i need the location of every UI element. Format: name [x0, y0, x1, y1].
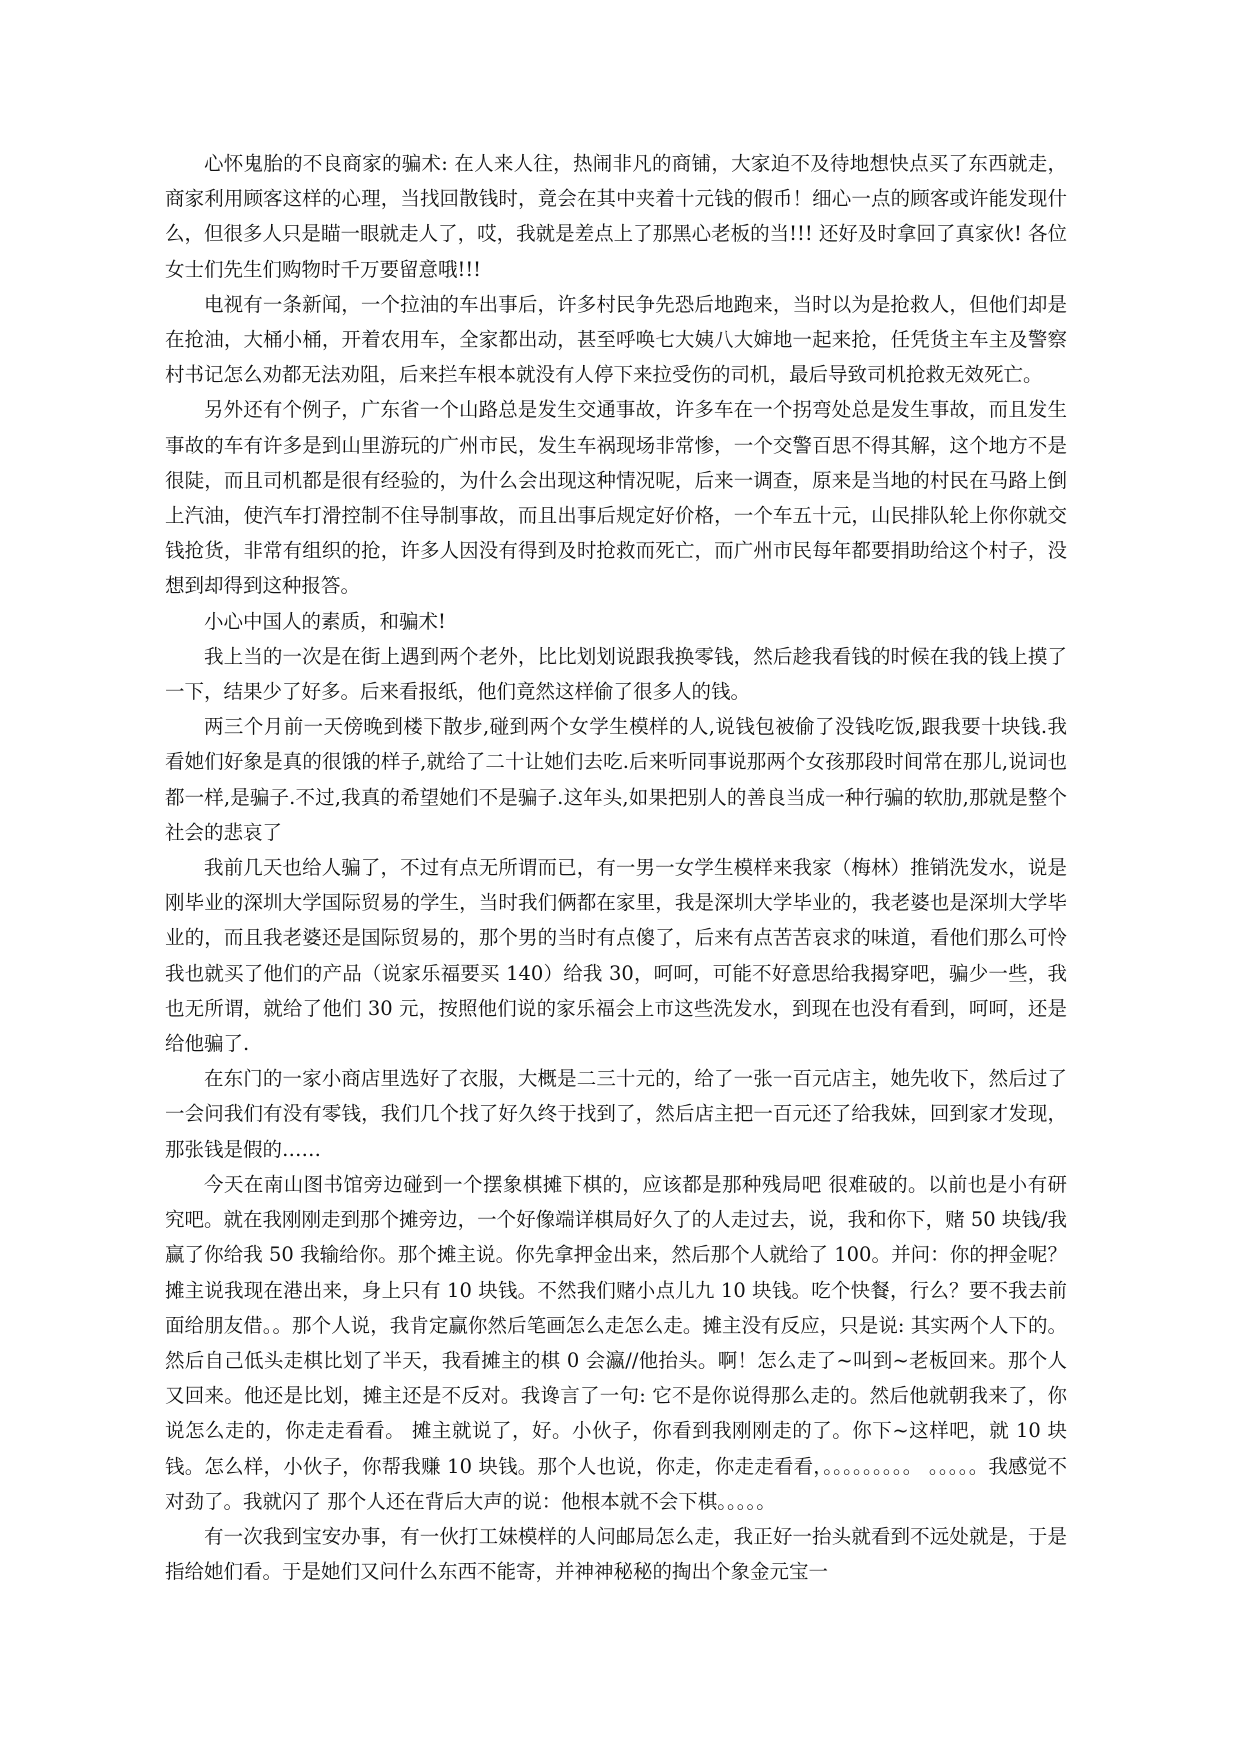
paragraph-oil-truck-news: 电视有一条新闻，一个拉油的车出事后，许多村民争先恐后地跑来，当时以为是抢救人，但他们却是在抢油，大桶小桶，开着农用车，全家都出动，甚至呼唤七大姨八大婶地一起来抢，任凭货主车主及警察村书记怎么劝都无法劝阻，后来拦车根本就没有人停下来拉受伤的司机，最后导致司机抢救无效死亡。 [165, 292, 1067, 387]
paragraph-merchant-fake-money: 心怀鬼胎的不良商家的骗术: 在人来人往，热闹非凡的商铺，大家迫不及待地想快点买了东西就走，商家利用顾客这样的心理，当找回散钱时，竟会在其中夹着十元钱的假币！细心一点的顾客或许能发现什么，但很多人只是瞄一眼就走人了，哎，我就是差点上了那黑心老板的当!!! 还好及时拿回了真家伙! 各位女士们先生们购物时千万要留意哦!!! [165, 152, 1067, 281]
paragraph-students-begging: 两三个月前一天傍晚到楼下散步,碰到两个女学生模样的人,说钱包被偷了没钱吃饭,跟我要十块钱.我看她们好象是真的很饿的样子,就给了二十让她们去吃.后来听同事说那两个女孩那段时间常在那儿,说词也都一样,是骗子.不过,我真的希望她们不是骗子.这年头,如果把别人的善良当成一种行骗的软肋,那就是整个社会的悲哀了 [165, 715, 1067, 844]
paragraph-baoan-post-office: 有一次我到宝安办事，有一伙打工妹模样的人问邮局怎么走，我正好一抬头就看到不远处就是，于是指给她们看。于是她们又问什么东西不能寄，并神神秘秘的掏出个象金元宝一 [165, 1524, 1067, 1584]
document-page [165, 146, 1067, 1589]
paragraph-chess-stall: 今天在南山图书馆旁边碰到一个摆象棋摊下棋的，应该都是那种残局吧 很难破的。以前也是小有研究吧。就在我刚刚走到那个摊旁边，一个好像端详棋局好久了的人走过去，说，我和你下，赌 50 块钱/我赢了你给我 50 我输给你。那个摊主说。你先拿押金出来，然后那个人就给了 100。并问：你的押金呢？摊主说我现在港出来，身上只有 10 块钱。不然我们赌小点儿九 10 块钱。吃个快餐，行么？要不我去前面给朋友借。。那个人说，我肯定赢你然后笔画怎么走怎么走。摊主没有反应，只是说: 其实两个人下的。然后自己低头走棋比划了半天，我看摊主的棋 0 会瀛//他抬头。啊！怎么走了~叫到~老板回来。那个人又回来。他还是比划，摊主还是不反对。我谗言了一句: 它不是你说得那么走的。然后他就朝我来了，你说怎么走的，你走走看看。 摊主就说了，好。小伙子，你看到我刚刚走的了。你下~这样吧，就 10 块钱。怎么样，小伙子，你帮我赚 10 块钱。那个人也说，你走，你走走看看，。。。。。。。。。 。。。。。我感觉不对劲了。我就闪了 那个人还在背后大声的说：他根本就不会下棋。。。。。 [165, 1172, 1067, 1513]
paragraph-dongmen-shop: 在东门的一家小商店里选好了衣服，大概是二三十元的，给了一张一百元店主，她先收下，然后过了一会问我们有没有零钱，我们几个找了好久终于找到了，然后店主把一百元还了给我妹，回到家才发现，那张钱是假的…… [165, 1067, 1067, 1161]
paragraph-shampoo-sellers: 我前几天也给人骗了，不过有点无所谓而已，有一男一女学生模样来我家（梅林）推销洗发水，说是刚毕业的深圳大学国际贸易的学生，当时我们俩都在家里，我是深圳大学毕业的，我老婆也是深圳大学毕业的，而且我老婆还是国际贸易的，那个男的当时有点傻了，后来有点苦苦哀求的味道，看他们那么可怜我也就买了他们的产品（说家乐福要买 140）给我 30，呵呵，可能不好意思给我揭穿吧，骗少一些，我也无所谓，就给了他们 30 元，按照他们说的家乐福会上市这些洗发水，到现在也没有看到，呵呵，还是给他骗了. [165, 856, 1067, 1056]
paragraph-guangdong-road-accident: 另外还有个例子，广东省一个山路总是发生交通事故，许多车在一个拐弯处总是发生事故，而且发生事故的车有许多是到山里游玩的广州市民，发生车祸现场非常惨，一个交警百思不得其解，这个地方不是很陡，而且司机都是很有经验的，为什么会出现这种情况呢，后来一调查，原来是当地的村民在马路上倒上汽油，使汽车打滑控制不住导制事故，而且出事后规定好价格，一个车五十元，山民排队轮上你你就交钱抢货，非常有组织的抢，许多人因没有得到及时抢救而死亡，而广州市民每年都要捐助给这个村子，没想到却得到这种报答。 [165, 398, 1067, 598]
paragraph-warning: 小心中国人的素质，和骗术! [204, 609, 446, 633]
paragraph-foreigners-exchange: 我上当的一次是在街上遇到两个老外，比比划划说跟我换零钱，然后趁我看钱的时候在我的钱上摸了一下，结果少了好多。后来看报纸，他们竟然这样偷了很多人的钱。 [165, 644, 1067, 704]
